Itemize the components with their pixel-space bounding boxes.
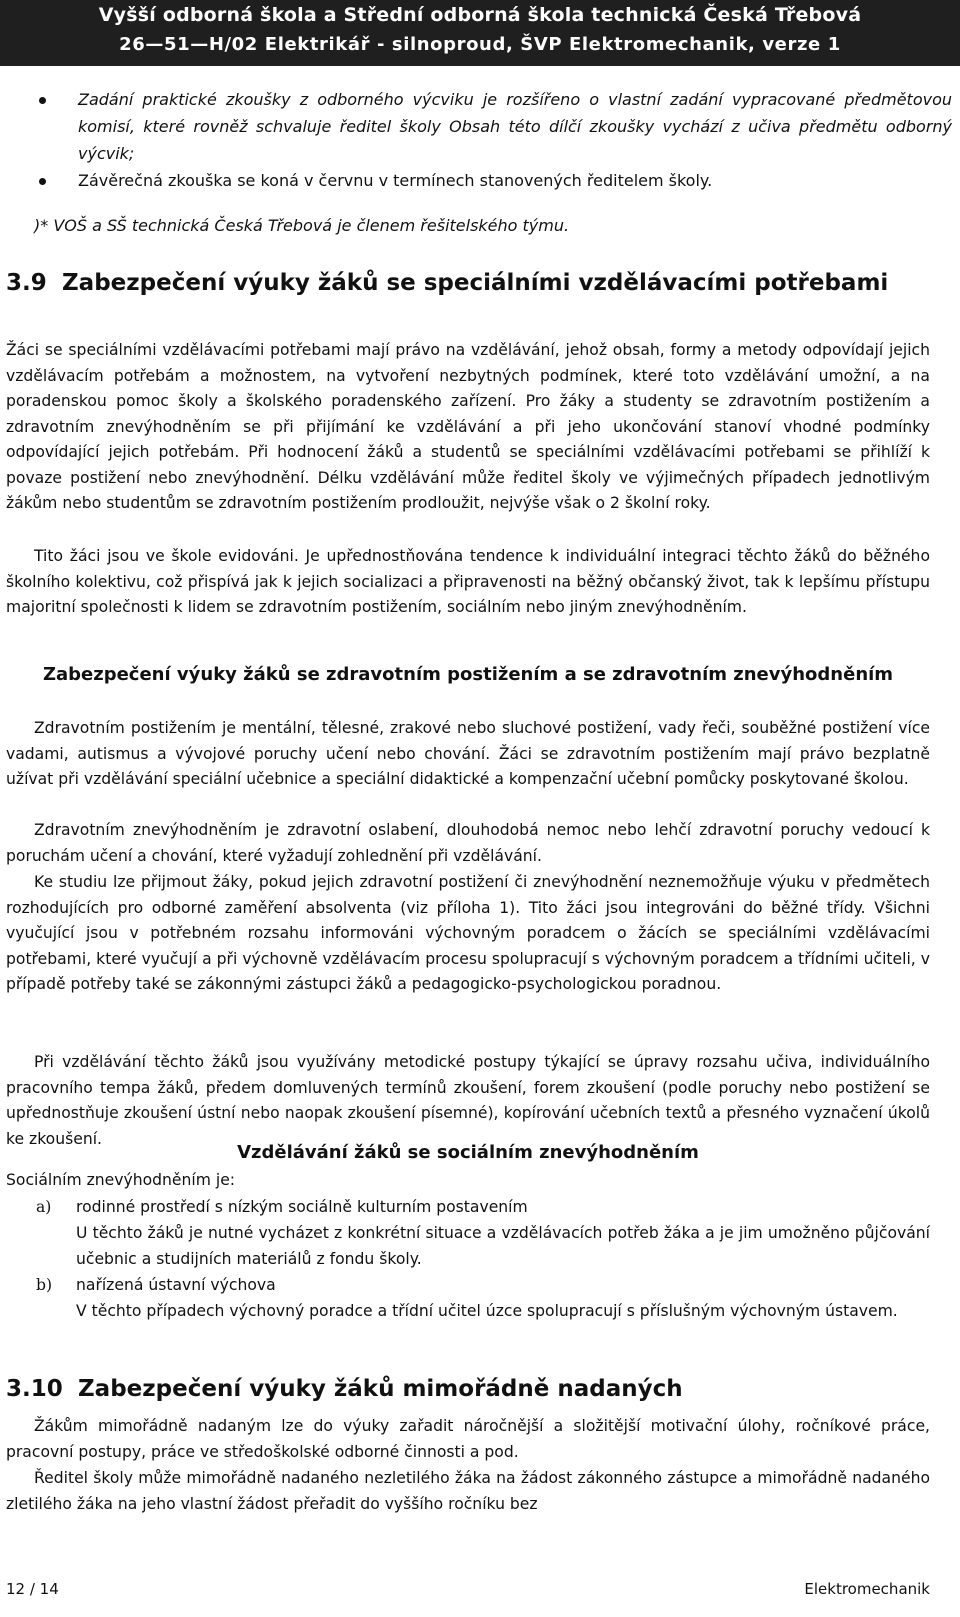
paragraph: Zdravotním postižením je mentální, tělesné, zrakové nebo sluchové postižení, vady řeči, souběžné postižení více vadami, autismus a vývojové poruchy učení nebo chování. Žáci se zdravotním postižením mají právo bezplatně užívat při vzdělávání speciální učebnice a speciální didaktické a kompenzační učební pomůcky poskytované školou. — [6, 719, 930, 788]
subsection-heading: Vzdělávání žáků se sociálním znevýhodněním — [237, 1142, 699, 1163]
header-program-name: 26—51—H/02 Elektrikář - silnoproud, ŠVP Elektromechanik, verze 1 — [119, 34, 841, 55]
list-item-text: U těchto žáků je nutné vycházet z konkrétní situace a vzdělávacích potřeb žáka a je jim umožněno půjčování učebnic a studijních materiálů z fondu školy. — [76, 1224, 930, 1268]
paragraph: Tito žáci jsou ve škole evidováni. Je upřednostňována tendence k individuální integraci těchto žáků do běžného školního kolektivu, což přispívá jak k jejich socializaci a připravenosti na běžný občanský život, tak k lepšímu přístupu majoritní společnosti k lidem se zdravotním postižením, sociálním nebo jiným znevýhodněním. — [6, 547, 930, 616]
section-number: 3.9 — [6, 270, 47, 296]
header-school-name: Vyšší odborná škola a Střední odborná škola technická Česká Třebová — [98, 4, 862, 26]
section-number: 3.10 — [6, 1376, 63, 1402]
page-number: 12 / 14 — [6, 1580, 59, 1598]
list-marker: b) — [36, 1276, 53, 1294]
section-title: Zabezpečení výuky žáků mimořádně nadaných — [78, 1376, 683, 1402]
paragraph: Při vzdělávání těchto žáků jsou využívány metodické postupy týkající se úpravy rozsahu učiva, individuálního pracovního tempa žáků, předem domluvených termínů zkoušení, forem zkoušení (podle poruchy nebo postižení se upřednostňuje zkoušení ústní nebo naopak zkoušení písemné), kopírování učebních textů a přesného vyznačení úkolů ke zkoušení. — [6, 1053, 930, 1148]
page-footer — [6, 1580, 930, 1598]
bullet-item: Závěrečná zkouška se koná v červnu v termínech stanovených ředitelem školy. — [78, 171, 713, 190]
bullet-dot-icon — [39, 97, 46, 104]
list-marker: a) — [36, 1198, 52, 1216]
paragraph: Žáci se speciálními vzdělávacími potřebami mají právo na vzdělávání, jehož obsah, formy a metody odpovídají jejich vzdělávacím potřebám a možnostem, na vytvoření nezbytných podmínek, které toto vzdělávání umožní, a na poradenskou pomoc školy a školského poradenského zařízení. Pro žáky a studenty se zdravotním postižením a zdravotním znevýhodněním se při přijímání ke vzdělávání a při jeho ukončování stanoví vhodné podmínky odpovídající jejich potřebám. Při hodnocení žáků a studentů se speciálními vzdělávacími potřebami se přihlíží k povaze postižení nebo znevýhodnění. Délku vzdělávání může ředitel školy ve výjimečných případech jednotlivým žákům nebo studentům se zdravotním postižením prodloužit, nejvýše však o 2 školní roky. — [6, 341, 930, 512]
paragraph: Žákům mimořádně nadaným lze do výuky zařadit náročnější a složitější motivační úlohy, ročníkové práce, pracovní postupy, práce ve středoškolské odborné činnosti a pod. — [6, 1417, 930, 1461]
paragraph: Sociálním znevýhodněním je: — [6, 1171, 236, 1189]
footnote: )* VOŠ a SŠ technická Česká Třebová je členem řešitelského týmu. — [34, 216, 570, 235]
section-title: Zabezpečení výuky žáků se speciálními vzdělávacími potřebami — [62, 270, 889, 296]
subsection-heading: Zabezpečení výuky žáků se zdravotním postižením a se zdravotním znevýhodněním — [42, 664, 894, 685]
paragraph: Ředitel školy může mimořádně nadaného nezletilého žáka na žádost zákonného zástupce a mimořádně nadaného zletilého žáka na jeho vlastní žádost přeřadit do vyššího ročníku bez — [6, 1469, 930, 1513]
section-heading — [6, 268, 888, 298]
section-heading — [6, 1374, 683, 1404]
footer-label: Elektromechanik — [804, 1580, 930, 1598]
list-item-label: rodinné prostředí s nízkým sociálně kulturním postavením — [76, 1198, 528, 1216]
list-item-text: V těchto případech výchovný poradce a třídní učitel úzce spolupracují s příslušným výchovným ústavem. — [76, 1302, 898, 1320]
page-header — [0, 0, 960, 66]
paragraph: Ke studiu lze přijmout žáky, pokud jejich zdravotní postižení či znevýhodnění neznemožňuje výuku v předmětech rozhodujících pro odborné zaměření absolventa (viz příloha 1). Tito žáci jsou integrováni do běžné třídy. Všichni vyučující jsou v potřebném rozsahu informováni výchovným poradcem o žácích se speciálními vzdělávacími potřebami, které vyučují a při výchovně vzdělávacím procesu spolupracují s výchovným poradcem a třídními učiteli, v případě potřeby také se zákonnými zástupci žáků a pedagogicko-psychologickou poradnou. — [6, 873, 930, 993]
list-item-label: nařízená ústavní výchova — [76, 1276, 276, 1294]
bullet-dot-icon — [39, 178, 46, 185]
bullet-item: Zadání praktické zkoušky z odborného výcviku je rozšířeno o vlastní zadání vypracované předmětovou komisí, které rovněž schvaluje ředitel školy Obsah této dílčí zkoušky vychází z učiva předmětu odborný výcvik; — [78, 90, 952, 163]
paragraph: Zdravotním znevýhodněním je zdravotní oslabení, dlouhodobá nemoc nebo lehčí zdravotní poruchy vedoucí k poruchám učení a chování, které vyžadují zohlednění při vzdělávání. — [6, 821, 930, 865]
